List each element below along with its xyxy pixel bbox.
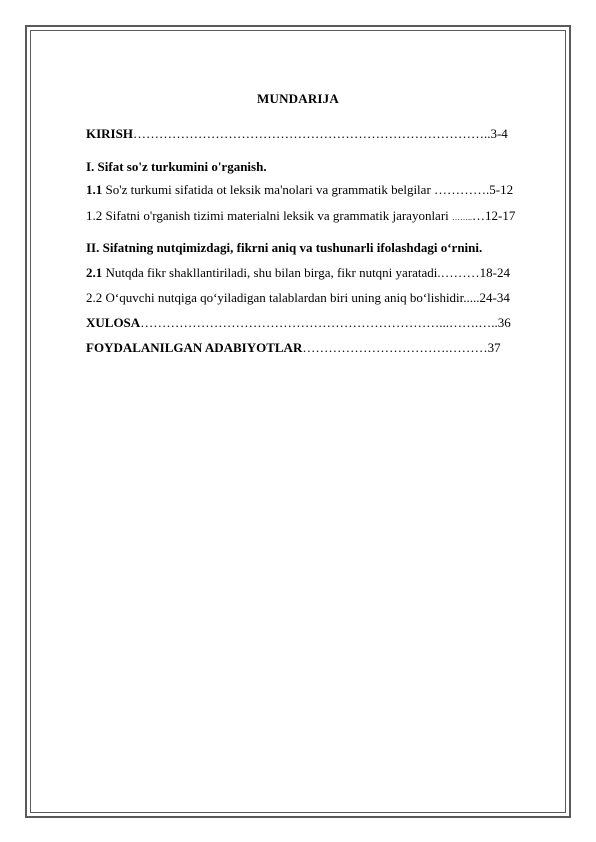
toc-entry-leader: …………………………….………37 xyxy=(302,340,501,355)
toc-entry-text: 1.2 Sifatni o'rganish tizimi materialni leksik va grammatik jarayonlari xyxy=(86,208,453,223)
toc-entry-leader: ………………………………………………………………………..3-4 xyxy=(132,126,508,141)
toc-entry-text: So'z turkumi sifatida ot leksik ma'nolari va grammatik belgilar ………….5-12 xyxy=(102,182,514,197)
toc-entry-label: XULOSA xyxy=(86,315,141,330)
toc-entry-label: KIRISH xyxy=(86,126,133,141)
toc-entry-1-2 xyxy=(86,208,556,226)
toc-entry-leader: ……………………………………………………………...…….…..36 xyxy=(140,315,511,330)
toc-entry-text: Nutqda fikr shakllantiriladi, shu bilan birga, fikr nutqni yaratadi.………18-24 xyxy=(102,265,510,280)
toc-entry-label: FOYDALANILGAN ADABIYOTLAR xyxy=(86,340,303,355)
toc-entry-2-2 xyxy=(86,290,556,306)
toc-entry-1-1 xyxy=(86,182,556,198)
toc-entry-text: 2.2 O‘quvchi nutqiga qo‘yiladigan talablardan biri uning aniq bo‘lishidir.....24-34 xyxy=(86,290,510,305)
toc-entry-kirish xyxy=(86,126,556,142)
toc-entry-number: 2.1 xyxy=(86,265,103,280)
toc-section-heading-2: II. Sifatning nutqimizdagi, fikrni aniq va tushunarli ifolashdagi o‘rnini. xyxy=(86,240,483,255)
toc-entry-small-leader: …….. xyxy=(452,213,473,222)
page-border-inner xyxy=(30,30,566,813)
toc-title: MUNDARIJA xyxy=(257,91,339,106)
toc-entry-xulosa xyxy=(86,315,556,331)
toc-entry-adabiyotlar xyxy=(86,340,556,356)
toc-entry-number: 1.1 xyxy=(86,182,103,197)
toc-section-heading-1: I. Sifat so'z turkumini o'rganish. xyxy=(86,159,267,174)
toc-entry-pages: …12-17 xyxy=(472,208,516,223)
toc-entry-2-1 xyxy=(86,265,556,281)
